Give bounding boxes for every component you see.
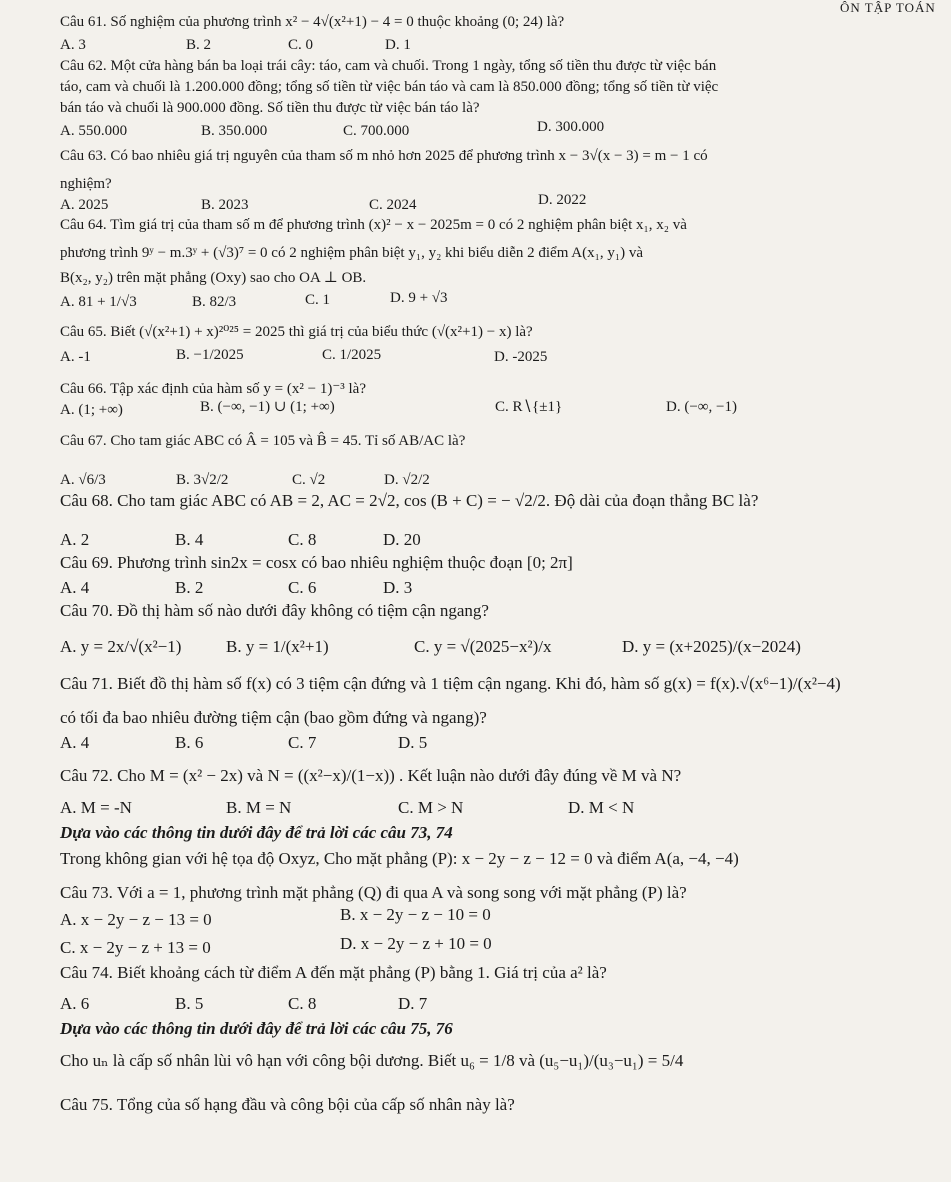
q73-text: Câu 73. Với a = 1, phương trình mặt phẳng (Q) đi qua A và song song với mặt phẳng (P) là? xyxy=(60,883,687,902)
q68-option-c: C. 8 xyxy=(288,530,317,549)
page-header: ÔN TẬP TOÁN xyxy=(840,0,936,15)
q63-option-a: A. 2025 xyxy=(60,197,109,213)
q68-option-a: A. 2 xyxy=(60,530,90,549)
q66-option-d: D. (−∞, −1) xyxy=(666,399,737,415)
q71-line1: Câu 71. Biết đồ thị hàm số f(x) có 3 tiệm cận đứng và 1 tiệm cận ngang. Khi đó, hàm số g(x) = f(x).√(x⁶−1)/(x²−4) xyxy=(60,674,841,693)
q71-option-c: C. 7 xyxy=(288,733,317,752)
q64-option-b: B. 82/3 xyxy=(192,294,237,310)
section-intro-75-76: Dựa vào các thông tin dưới đây để trả lời các câu 75, 76 xyxy=(60,1019,453,1038)
q63-option-b: B. 2023 xyxy=(201,197,249,213)
section-intro-75-76-context: Cho uₙ là cấp số nhân lùi vô hạn với công bội dương. Biết u₆ = 1/8 và (u₅−u₁)/(u₃−u₁) = 5/4 xyxy=(60,1051,684,1070)
section-intro-73-74-context: Trong không gian với hệ tọa độ Oxyz, Cho mặt phẳng (P): x − 2y − z − 12 = 0 và điểm A(a, −4, −4) xyxy=(60,849,739,868)
q65-option-b: B. −1/2025 xyxy=(176,347,244,363)
q62-line3: bán táo và chuối là 900.000 đồng. Số tiền thu được từ việc bán táo là? xyxy=(60,100,480,116)
q70-option-a: A. y = 2x/√(x²−1) xyxy=(60,637,182,656)
q61-option-b: B. 2 xyxy=(186,37,212,53)
q73-option-c: C. x − 2y − z + 13 = 0 xyxy=(60,938,211,957)
q63-line1: Câu 63. Có bao nhiêu giá trị nguyên của tham số m nhỏ hơn 2025 để phương trình x − 3√(x − 3) = m − 1 có xyxy=(60,148,708,164)
q67-option-c: C. √2 xyxy=(292,472,326,488)
q72-text: Câu 72. Cho M = (x² − 2x) và N = ((x²−x)/(1−x)) . Kết luận nào dưới đây đúng về M và N? xyxy=(60,766,682,785)
q69-option-c: C. 6 xyxy=(288,578,317,597)
q71-line2: có tối đa bao nhiêu đường tiệm cận (bao gồm đứng và ngang)? xyxy=(60,708,487,727)
q74-option-b: B. 5 xyxy=(175,994,204,1013)
q67-option-d: D. √2/2 xyxy=(384,472,430,488)
q74-option-d: D. 7 xyxy=(398,994,428,1013)
q72-option-d: D. M < N xyxy=(568,798,635,817)
q65-option-c: C. 1/2025 xyxy=(322,347,382,363)
q62-line1: Câu 62. Một cửa hàng bán ba loại trái cây: táo, cam và chuối. Trong 1 ngày, tổng số tiền thu được từ việc bán xyxy=(60,58,717,74)
q69-text: Câu 69. Phương trình sin2x = cosx có bao nhiêu nghiệm thuộc đoạn [0; 2π] xyxy=(60,553,573,572)
q62-option-d: D. 300.000 xyxy=(537,119,605,135)
q69-option-b: B. 2 xyxy=(175,578,204,597)
q64-line1: Câu 64. Tìm giá trị của tham số m để phương trình (x)² − x − 2025m = 0 có 2 nghiệm phân biệt x₁, x₂ và xyxy=(60,217,687,233)
q74-option-a: A. 6 xyxy=(60,994,90,1013)
q67-option-b: B. 3√2/2 xyxy=(176,472,229,488)
q65-text: Câu 65. Biết (√(x²+1) + x)²⁰²⁵ = 2025 thì giá trị của biểu thức (√(x²+1) − x) là? xyxy=(60,324,533,340)
q61-option-c: C. 0 xyxy=(288,37,314,53)
q71-option-a: A. 4 xyxy=(60,733,90,752)
q72-option-b: B. M = N xyxy=(226,798,292,817)
q69-option-d: D. 3 xyxy=(383,578,413,597)
q64-option-d: D. 9 + √3 xyxy=(390,290,448,306)
q67-text: Câu 67. Cho tam giác ABC có Â = 105 và B̂ = 45. Tỉ số AB/AC là? xyxy=(60,433,466,449)
q71-option-b: B. 6 xyxy=(175,733,204,752)
q73-option-a: A. x − 2y − z − 13 = 0 xyxy=(60,910,212,929)
q63-option-c: C. 2024 xyxy=(369,197,417,213)
q72-option-c: C. M > N xyxy=(398,798,464,817)
q61-text: Câu 61. Số nghiệm của phương trình x² − 4√(x²+1) − 4 = 0 thuộc khoảng (0; 24) là? xyxy=(60,14,565,30)
q68-option-b: B. 4 xyxy=(175,530,204,549)
section-intro-73-74: Dựa vào các thông tin dưới đây để trả lời các câu 73, 74 xyxy=(60,823,453,842)
q61-option-d: D. 1 xyxy=(385,37,411,53)
q64-option-c: C. 1 xyxy=(305,292,331,308)
q61-option-a: A. 3 xyxy=(60,37,86,53)
q69-option-a: A. 4 xyxy=(60,578,90,597)
q66-option-c: C. R∖{±1} xyxy=(495,399,563,415)
q65-option-a: A. -1 xyxy=(60,349,91,365)
q72-option-a: A. M = -N xyxy=(60,798,132,817)
q74-option-c: C. 8 xyxy=(288,994,317,1013)
q71-option-d: D. 5 xyxy=(398,733,428,752)
q64-option-a: A. 81 + 1/√3 xyxy=(60,294,137,310)
q73-option-d: D. x − 2y − z + 10 = 0 xyxy=(340,934,492,953)
q64-line2: phương trình 9ʸ − m.3ʸ + (√3)⁷ = 0 có 2 nghiệm phân biệt y₁, y₂ khi biểu diễn 2 điểm A(x₁, y₁) và xyxy=(60,245,643,261)
q70-text: Câu 70. Đồ thị hàm số nào dưới đây không có tiệm cận ngang? xyxy=(60,601,489,620)
q70-option-c: C. y = √(2025−x²)/x xyxy=(414,637,552,656)
q73-option-b: B. x − 2y − z − 10 = 0 xyxy=(340,905,491,924)
q63-line2: nghiệm? xyxy=(60,176,112,192)
q63-option-d: D. 2022 xyxy=(538,192,587,208)
q70-option-d: D. y = (x+2025)/(x−2024) xyxy=(622,637,801,656)
q68-text: Câu 68. Cho tam giác ABC có AB = 2, AC = 2√2, cos (B + C) = − √2/2. Độ dài của đoạn thẳng BC là? xyxy=(60,491,759,510)
q62-line2: táo, cam và chuối là 1.200.000 đồng; tổng số tiền từ việc bán táo và cam là 850.000 đồng; tổng số tiền từ việc xyxy=(60,79,719,95)
q66-text: Câu 66. Tập xác định của hàm số y = (x² − 1)⁻³ là? xyxy=(60,381,366,397)
q62-option-c: C. 700.000 xyxy=(343,123,410,139)
q66-option-b: B. (−∞, −1) ∪ (1; +∞) xyxy=(200,399,335,415)
q75-text: Câu 75. Tổng của số hạng đầu và công bội của cấp số nhân này là? xyxy=(60,1095,515,1114)
q67-option-a: A. √6/3 xyxy=(60,472,106,488)
q70-option-b: B. y = 1/(x²+1) xyxy=(226,637,329,656)
q62-option-a: A. 550.000 xyxy=(60,123,128,139)
q65-option-d: D. -2025 xyxy=(494,349,548,365)
q74-text: Câu 74. Biết khoảng cách từ điểm A đến mặt phẳng (P) bằng 1. Giá trị của a² là? xyxy=(60,963,607,982)
q68-option-d: D. 20 xyxy=(383,530,421,549)
q64-line3: B(x₂, y₂) trên mặt phẳng (Oxy) sao cho OA ⊥ OB. xyxy=(60,270,367,286)
q62-option-b: B. 350.000 xyxy=(201,123,268,139)
q66-option-a: A. (1; +∞) xyxy=(60,402,123,418)
